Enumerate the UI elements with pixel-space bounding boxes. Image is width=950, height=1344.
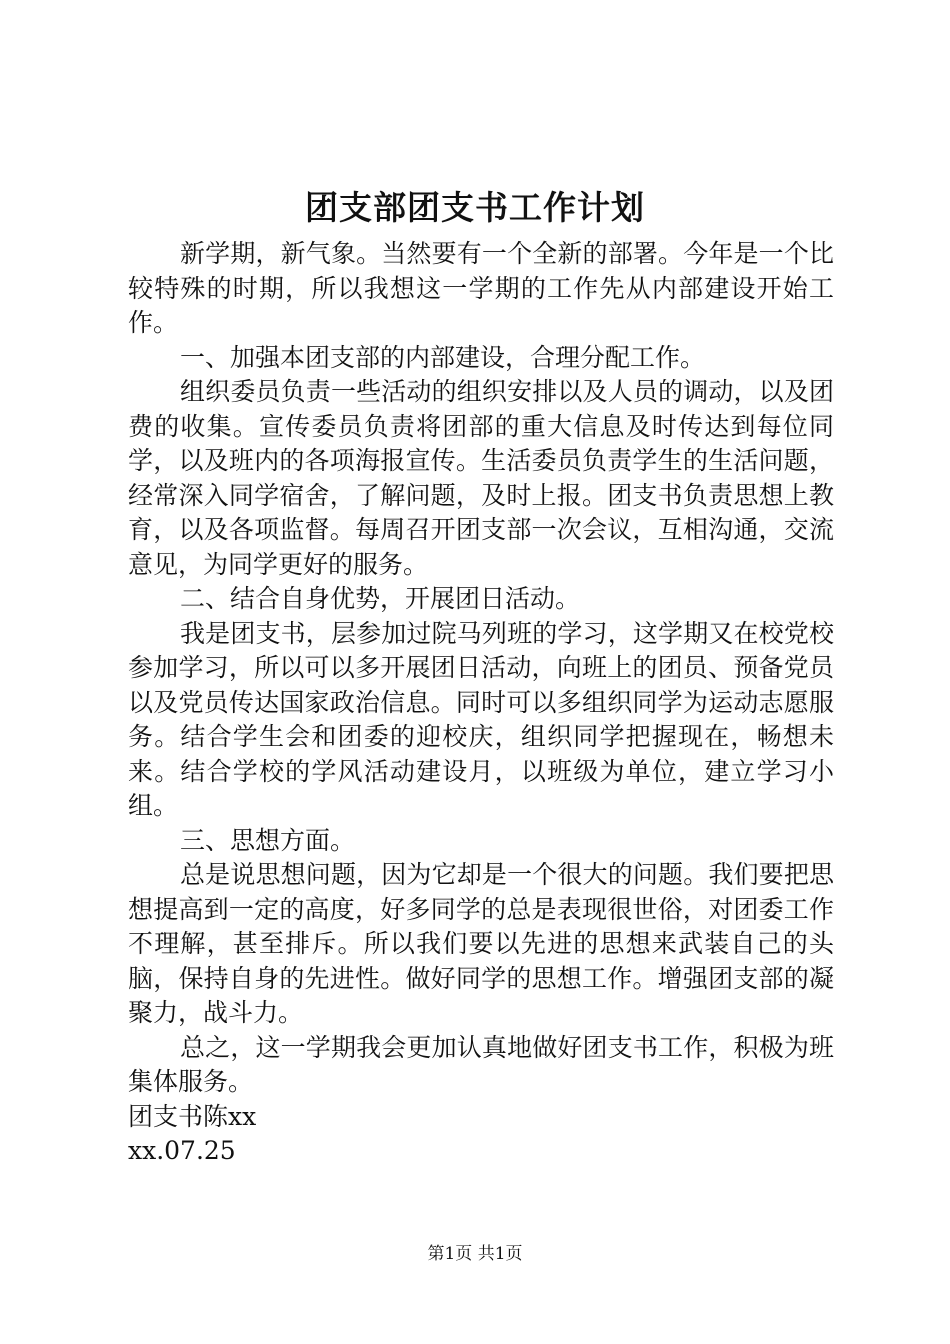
page-footer: 第1页 共1页 (427, 1244, 523, 1264)
paragraph-section-2: 我是团支书，层参加过院马列班的学习，这学期又在校党校参加学习，所以可以多开展团日活动，向班上的团员、预备党员以及党员传达国家政治信息。同时可以多组织同学为运动志愿服务。结合学生会和团委的迎校庆，组织同学把握现在，畅想未来。结合学校的学风活动建设月，以班级为单位，建立学习小组。 (128, 618, 834, 820)
section-heading-1: 一、加强本团支部的内部建设，合理分配工作。 (180, 342, 706, 372)
section-heading-2: 二、结合自身优势，开展团日活动。 (180, 584, 581, 613)
document-title: 团支部团支书工作计划 (305, 188, 645, 227)
paragraph-conclusion: 总之，这一学期我会更加认真地做好团支书工作，积极为班集体服务。 (128, 1032, 834, 1096)
paragraph-intro: 新学期，新气象。当然要有一个全新的部署。今年是一个比较特殊的时期，所以我想这一学期的工作先从内部建设开始工作。 (128, 239, 834, 337)
document-body (128, 237, 834, 1169)
document-date: xx.07.25 (128, 1136, 236, 1165)
section-heading-3: 三、思想方面。 (180, 825, 356, 855)
paragraph-section-1: 组织委员负责一些活动的组织安排以及人员的调动，以及团费的收集。宣传委员负责将团部的重大信息及时传达到每位同学，以及班内的各项海报宣传。生活委员负责学生的生活问题，经常深入同学宿舍，了解问题，及时上报。团支书负责思想上教育，以及各项监督。每周召开团支部一次会议，互相沟通，交流意见，为同学更好的服务。 (128, 377, 834, 579)
paragraph-section-3: 总是说思想问题，因为它却是一个很大的问题。我们要把思想提高到一定的高度，好多同学的总是表现很世俗，对团委工作不理解，甚至排斥。所以我们要以先进的思想来武装自己的头脑，保持自身的先进性。做好同学的思想工作。增强团支部的凝聚力，战斗力。 (128, 860, 834, 1027)
signature: 团支书陈xx (128, 1101, 257, 1131)
